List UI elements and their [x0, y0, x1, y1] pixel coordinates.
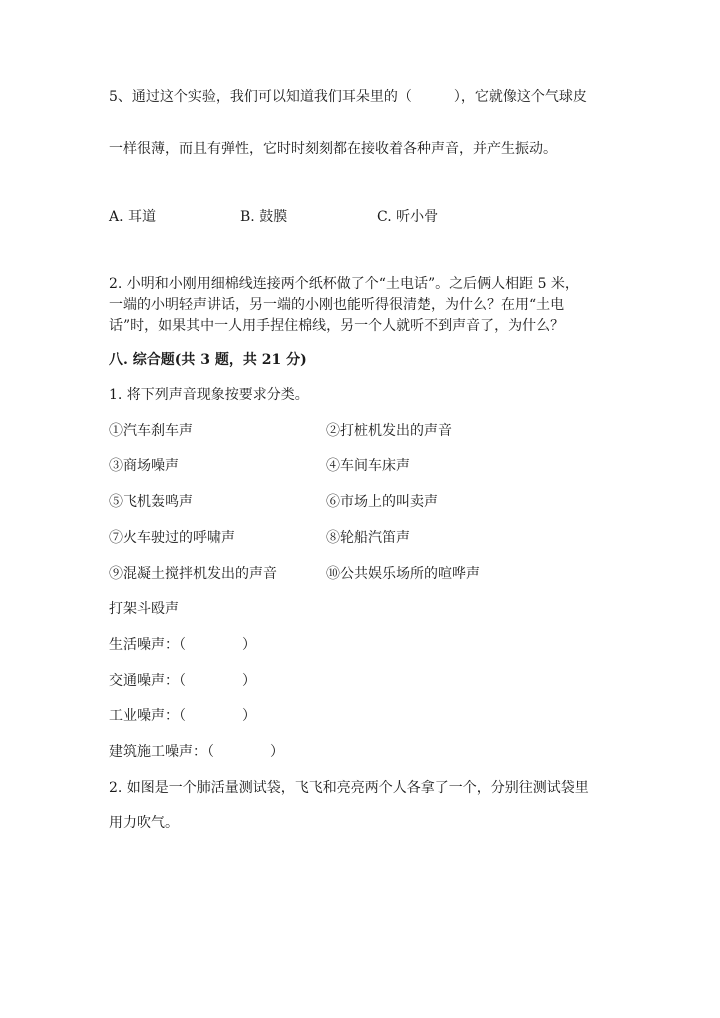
sound-item: ⑦火车驶过的呼啸声	[109, 530, 235, 546]
section-heading: 八. 综合题(共 3 题，共 21 分)	[109, 352, 307, 368]
category-construction-noise: 建筑施工噪声：（ ）	[109, 744, 284, 760]
lung-bag-question-line-2: 用力吹气。	[109, 815, 179, 831]
sound-item: ⑧轮船汽笛声	[326, 530, 410, 546]
lung-bag-question-line-1: 2. 如图是一个肺活量测试袋，飞飞和亮亮两个人各拿了一个，分别往测试袋里	[109, 780, 589, 796]
category-industrial-noise: 工业噪声：（ ）	[109, 708, 256, 724]
question-5-line-1: 5、通过这个实验，我们可以知道我们耳朵里的（ ），它就像这个气球皮	[109, 89, 587, 105]
sound-item: ⑩公共娱乐场所的喧哗声	[326, 566, 480, 582]
option-c: C. 听小骨	[377, 209, 439, 225]
category-traffic-noise: 交通噪声：（ ）	[109, 673, 256, 689]
phone-question-line-3: 话”时，如果其中一人用手捏住棉线，另一个人就听不到声音了，为什么？	[109, 318, 565, 334]
sound-item: ②打桩机发出的声音	[326, 423, 452, 439]
phone-question-line-2: 一端的小明轻声讲话，另一端的小刚也能听得很清楚，为什么？在用“土电	[109, 297, 565, 313]
sound-item: 打架斗殴声	[109, 601, 179, 617]
sound-item: ⑥市场上的叫卖声	[326, 494, 438, 510]
phone-question-line-1: 2. 小明和小刚用细棉线连接两个纸杯做了个“土电话”。之后俩人相距 5 米，	[109, 276, 579, 292]
sound-item: ④车间车床声	[326, 458, 410, 474]
sound-item: ①汽车刹车声	[109, 423, 193, 439]
sound-item: ③商场噪声	[109, 458, 179, 474]
question-5-line-2: 一样很薄，而且有弹性，它时时刻刻都在接收着各种声音，并产生振动。	[109, 141, 557, 157]
classify-question-title: 1. 将下列声音现象按要求分类。	[109, 387, 309, 403]
option-a: A. 耳道	[109, 209, 157, 225]
category-living-noise: 生活噪声：（ ）	[109, 637, 256, 653]
sound-item: ⑤飞机轰鸣声	[109, 494, 193, 510]
option-b: B. 鼓膜	[240, 209, 288, 225]
sound-item: ⑨混凝土搅拌机发出的声音	[109, 566, 277, 582]
